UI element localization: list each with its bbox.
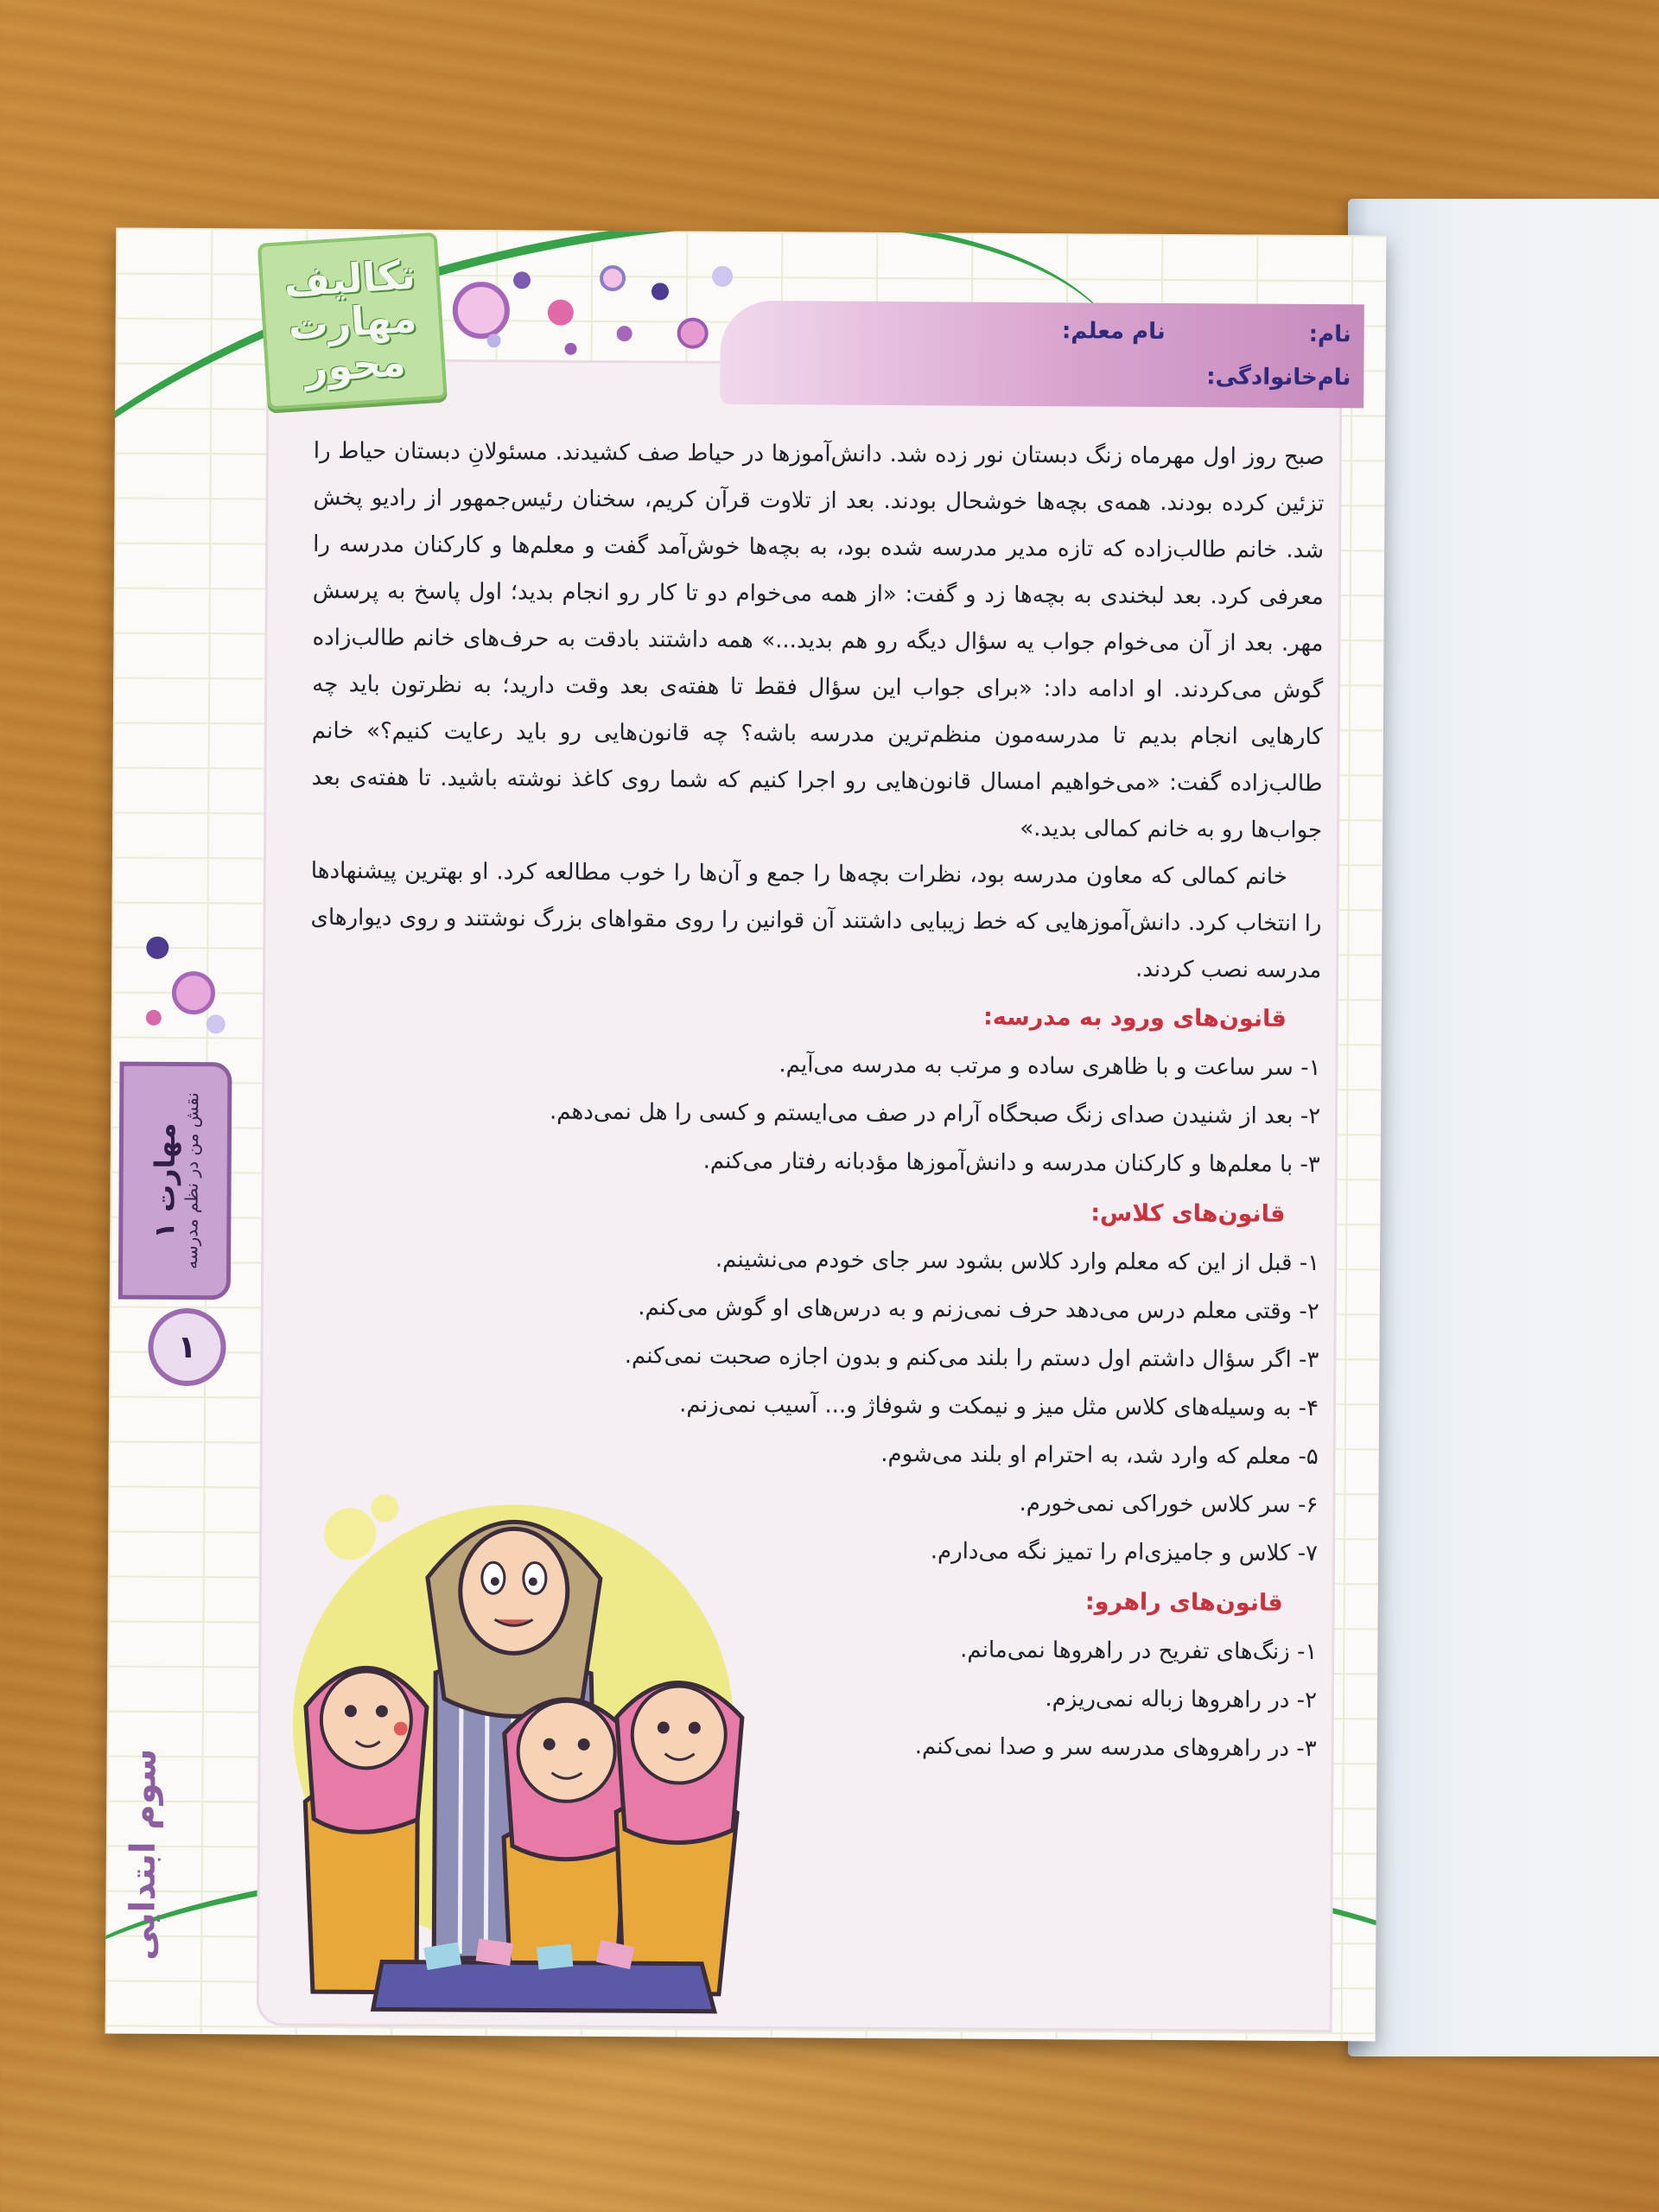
- rule-item: ۳- اگر سؤال داشتم اول دستم را بلند می‌کنم و بدون اجازه صحبت نمی‌کنم.: [624, 1343, 1319, 1374]
- logo-block: [257, 232, 448, 410]
- section-title: قانون‌های ورود به مدرسه:: [982, 1003, 1287, 1033]
- story-paragraph: خانم کمالی که معاون مدرسه بود، نظرات بچه‌ها را جمع و آن‌ها را خوب مطالعه کرد. او بهترین پیشنهادها را انتخاب کرد. دانش‌آموزهایی که خط زیبایی داشتند آن قوانین را روی مقواهای بزرگ نوشتند و روی دیوارهای مدرسه نصب کردند.: [310, 857, 1322, 984]
- logo-line: تکالیف: [282, 251, 417, 306]
- section-title: قانون‌های راهرو:: [1084, 1588, 1283, 1617]
- paper-table: [373, 1961, 715, 2011]
- rule-item: ۱- زنگ‌های تفریح در راهروها نمی‌مانم.: [960, 1637, 1318, 1666]
- worksheet-page: [105, 228, 1387, 2042]
- rule-item: ۳- در راهروهای مدرسه سر و صدا نمی‌کنم.: [914, 1733, 1317, 1763]
- rule-item: ۱- قبل از این که معلم وارد کلاس بشود سر جای خودم می‌نشینم.: [715, 1246, 1320, 1277]
- student-right-face: [632, 1686, 726, 1783]
- teacher-label: نام معلم:: [1061, 318, 1166, 345]
- name-label: نام:: [1308, 321, 1351, 348]
- logo-line: محور: [302, 337, 408, 391]
- section-title: قانون‌های کلاس:: [1090, 1199, 1286, 1228]
- rule-item: ۴- به وسیله‌های کلاس مثل میز و نیمکت و شوفاژ و... آسیب نمی‌زنم.: [679, 1391, 1319, 1422]
- page-number-badge: ۱: [148, 1308, 226, 1387]
- rule-item: ۲- در راهروها زباله نمی‌ریزم.: [1045, 1686, 1318, 1714]
- thought-bubble: [324, 1508, 376, 1560]
- opposite-page: [1348, 199, 1659, 2056]
- family-name-label: نام‌خانوادگی:: [1206, 364, 1351, 391]
- teacher-and-students-illustration: [287, 1473, 843, 2030]
- header-bar: [720, 301, 1364, 409]
- side-tab-title: مهارت ۱: [148, 1122, 182, 1239]
- teacher-face: [460, 1529, 568, 1654]
- rule-item: ۱- سر ساعت و با ظاهری ساده و مرتب به مدرسه می‌آیم.: [779, 1052, 1321, 1082]
- side-tab-subtitle: نقش من در نظم مدرسه: [181, 1092, 203, 1270]
- student-left-face: [321, 1671, 412, 1769]
- student-middle-face: [518, 1700, 615, 1802]
- rule-item: ۲- بعد از شنیدن صدای زنگ صبحگاه آرام در صف می‌ایستم و کسی را هل نمی‌دهم.: [549, 1098, 1321, 1130]
- rule-item: ۲- وقتی معلم درس می‌دهد حرف نمی‌زنم و به درس‌های او گوش می‌کنم.: [638, 1294, 1319, 1325]
- grade-label: سوم ابتدایی: [123, 1748, 164, 1961]
- rule-item: ۵- معلم که وارد شد، به احترام او بلند می‌شوم.: [880, 1440, 1319, 1471]
- rule-item: ۶- سر کلاس خوراکی نمی‌خورم.: [1019, 1490, 1319, 1519]
- logo-line: مهارت: [286, 294, 418, 349]
- skill-side-tab: [118, 1062, 232, 1300]
- thought-bubble: [371, 1494, 398, 1522]
- side-tab-text: [148, 1092, 202, 1269]
- rule-item: ۷- کلاس و جامیزی‌ام را تمیز نگه می‌دارم.: [930, 1538, 1319, 1567]
- story-paragraph: صبح روز اول مهرماه زنگ دبستان نور زده شد. دانش‌آموزها در حیاط صف کشیدند. مسئولانِ دبستان حیاط را تزئین کرده بودند. همه‌ی بچه‌ها خوشحال بودند. بعد از تلاوت قرآن کریم، سخنان رئیس‌جمهور از رادیو پخش شد. خانم طالب‌زاده که تازه مدیر مدرسه شده بود، به بچه‌ها خوش‌آمد گفت و معلم‌ها و کارکنان مدرسه را معرفی کرد. بعد لبخندی به بچه‌ها زد و گفت: «از همه می‌خوام دو تا کار رو انجام بدید؛ اول پاسخ به پرسش مهر. بعد از آن می‌خوام جواب یه سؤال دیگه رو هم بدید...» همه داشتند بادقت به حرف‌های خانم طالب‌زاده گوش می‌کردند. او ادامه داد: «برای جواب این سؤال فقط تا هفته‌ی بعد وقت دارید؛ به نظرتون باید چه کارهایی انجام بدیم تا مدرسه‌مون منظم‌ترین مدرسه باشه؟ چه قانون‌هایی رو باید رعایت کنیم؟» خانم طالب‌زاده گفت: «می‌خواهیم امسال قانون‌هایی رو اجرا کنیم که شما روی کاغذ نوشته باشید. تا هفته‌ی بعد جواب‌ها رو به خانم کمالی بدید.»: [311, 437, 1325, 844]
- rule-item: ۳- با معلم‌ها و کارکنان مدرسه و دانش‌آموزها مؤدبانه رفتار می‌کنم.: [702, 1147, 1320, 1179]
